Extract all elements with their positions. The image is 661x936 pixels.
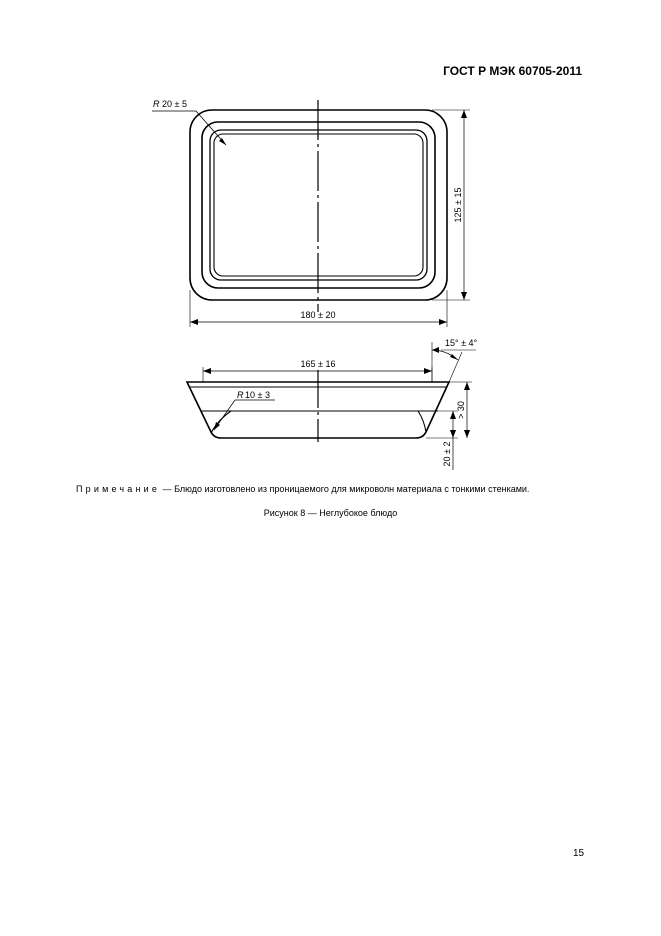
height-arrow-top [461, 110, 467, 118]
figure-caption: Рисунок 8 — Неглубокое блюдо [263, 508, 398, 518]
radius-symbol-top: R [153, 99, 160, 109]
width-arrow-right [439, 319, 447, 325]
top-width-label: 165 ± 16 [300, 359, 336, 369]
top-view-width-label: 180 ± 20 [300, 310, 336, 320]
height-arrow-bottom [461, 292, 467, 300]
top-width-arrow-left [203, 368, 211, 374]
top-view [152, 100, 470, 327]
note-text: — Блюдо изготовлено из проницаемого для микроволн материала с тонкими стенками. [160, 484, 530, 494]
top-view-arrows [190, 110, 467, 325]
depth-arrow-bottom [450, 430, 456, 438]
depth-label: 20 ± 2 [442, 441, 452, 467]
angle-label: 15° ± 4° [445, 338, 478, 348]
top-width-arrow-right [424, 368, 432, 374]
note-lead: Примечание [76, 484, 161, 494]
standard-designation: ГОСТ Р МЭК 60705-2011 [443, 64, 582, 78]
inner-radius-label: 10 ± 3 [245, 390, 270, 400]
corner-radius-label: 20 ± 5 [162, 99, 187, 109]
overall-height-arrow-top [464, 382, 470, 390]
radius-symbol-side: R [237, 390, 244, 400]
overall-height-label: > 30 [456, 401, 466, 419]
top-view-height-label: 125 ± 15 [453, 187, 463, 223]
width-arrow-left [190, 319, 198, 325]
angle-arrow-left [432, 347, 439, 353]
dish-inner-fillet-right [418, 411, 426, 432]
page-number: 15 [573, 848, 585, 859]
overall-height-arrow-bottom [464, 430, 470, 438]
figure-note [76, 484, 596, 494]
radius-arrow-head [219, 138, 226, 145]
